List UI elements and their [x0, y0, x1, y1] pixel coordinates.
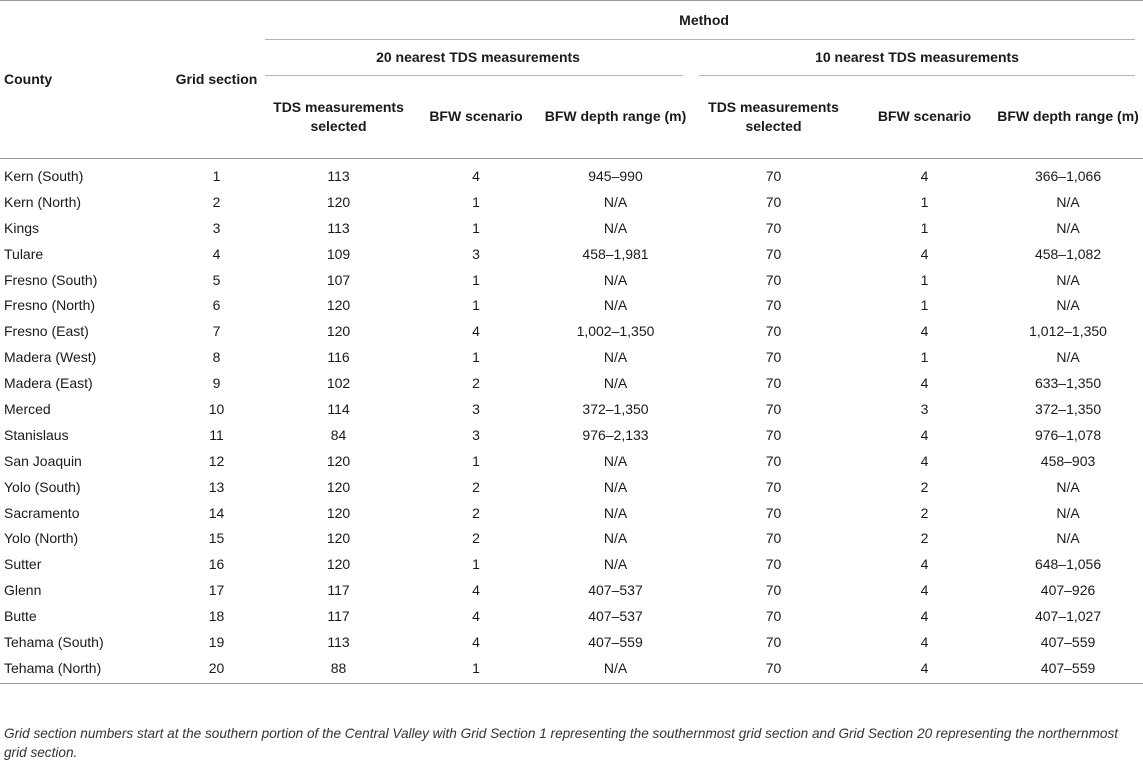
group-header-10-nearest [691, 39, 1143, 75]
county-cell: Tulare [4, 245, 44, 262]
tds-selected-10-cell: 70 [765, 530, 782, 547]
group-label-10-nearest: 10 nearest TDS measurements [815, 48, 1019, 65]
county-cell: Butte [4, 608, 37, 625]
bfw-scenario-20-cell: 4 [472, 323, 480, 340]
county-cell: Kings [4, 219, 40, 236]
bfw-scenario-10-cell: 4 [856, 655, 993, 683]
bfw-scenario-20-cell: 3 [472, 400, 480, 417]
bfw-scenario-10-cell: 1 [920, 271, 929, 288]
county-cell: Sacramento [4, 504, 80, 521]
bfw-depth-range-10-cell: 976–1,078 [1034, 426, 1102, 443]
tds-selected-20-cell: 102 [326, 375, 351, 392]
bfw-depth-range-20-cell: 945–990 [588, 167, 643, 184]
table-row [0, 241, 1143, 267]
county-cell: Glenn [4, 582, 42, 599]
county-cell: San Joaquin [4, 452, 82, 469]
tds-selected-10-cell: 70 [765, 245, 782, 262]
grid-section-cell: 11 [209, 426, 224, 443]
bfw-scenario-header-10: BFW scenario [856, 75, 993, 159]
grid-section-cell: 18 [208, 608, 225, 625]
grid-section-cell: 16 [208, 556, 225, 573]
bfw-depth-range-20-cell: N/A [540, 655, 691, 683]
tds-selected-20-cell: 113 [327, 219, 350, 236]
bfw-scenario-10-cell: 1 [920, 297, 929, 314]
tds-selected-10-cell: 70 [765, 556, 782, 573]
bfw-scenario-20-cell: 1 [472, 452, 480, 469]
grid-section-cell: 7 [212, 323, 221, 340]
table-row [0, 370, 1143, 396]
table-row [0, 629, 1143, 655]
bfw-depth-range-10-cell: N/A [1056, 478, 1080, 495]
tds-selected-20-cell: 113 [327, 167, 350, 184]
county-cell: Sutter [4, 556, 42, 573]
county-cell: Tehama (North) [0, 655, 168, 683]
bfw-scenario-10-cell: 1 [920, 219, 929, 236]
tds-selected-20-cell: 120 [326, 530, 351, 547]
tds-selected-20-cell: 120 [326, 556, 351, 573]
bfw-scenario-20-cell: 1 [472, 556, 480, 573]
bfw-scenario-20-cell: 2 [472, 504, 480, 521]
grid-section-cell: 12 [208, 452, 225, 469]
bfw-depth-range-20-cell: 407–537 [588, 608, 643, 625]
bfw-depth-range-10-cell: 458–903 [1040, 452, 1096, 469]
tds-selected-20-cell: 120 [326, 452, 351, 469]
bfw-depth-range-10-cell: 648–1,056 [1034, 556, 1102, 573]
bfw-depth-range-10-cell: 458–1,082 [1034, 245, 1102, 262]
bfw-depth-range-20-cell: 407–559 [588, 633, 643, 650]
tds-selected-10-cell: 70 [765, 504, 782, 521]
table-row [0, 448, 1143, 474]
tds-selected-20-cell: 88 [265, 655, 412, 683]
bfw-scenario-10-cell: 3 [920, 400, 929, 417]
bfw-scenario-20-cell: 1 [472, 219, 480, 236]
bfw-scenario-10-cell: 4 [920, 556, 929, 573]
bfw-depth-range-20-cell: 372–1,350 [582, 400, 649, 417]
tds-selected-20-cell: 120 [326, 193, 351, 210]
grid-section-cell: 17 [208, 582, 225, 599]
table-row [0, 344, 1143, 370]
grid-section-cell: 3 [212, 219, 221, 236]
tds-selected-20-cell: 120 [326, 323, 351, 340]
tds-selected-20-cell: 116 [327, 349, 350, 366]
bfw-depth-range-10-cell: N/A [1056, 349, 1080, 366]
table-row [0, 577, 1143, 603]
tds-selected-10-cell: 70 [765, 193, 782, 210]
bfw-depth-range-20-cell: 1,002–1,350 [576, 323, 655, 340]
county-cell: Merced [4, 400, 51, 417]
bfw-depth-range-20-cell: 976–2,133 [582, 426, 649, 443]
grid-section-cell: 1 [212, 167, 221, 184]
bfw-depth-range-10-cell: N/A [1056, 193, 1080, 210]
tds-selected-20-cell: 114 [327, 400, 350, 417]
table-row [0, 422, 1143, 448]
grid-section-cell: 19 [208, 633, 225, 650]
bfw-depth-range-10-cell: 1,012–1,350 [1029, 323, 1107, 340]
bfw-scenario-20-cell: 4 [472, 582, 480, 599]
table-row [0, 267, 1143, 293]
table-row [0, 551, 1143, 577]
bfw-depth-range-10-cell: 366–1,066 [1034, 167, 1102, 184]
group-divider-20-nearest [265, 75, 683, 76]
table-row [0, 603, 1143, 629]
bfw-scenario-10-cell: 4 [920, 608, 929, 625]
bfw-depth-range-10-cell: N/A [1056, 271, 1080, 288]
bfw-depth-range-20-cell: 458–1,981 [582, 245, 649, 262]
bfw-depth-range-10-cell: 407–559 [1040, 633, 1096, 650]
table-row [0, 215, 1143, 241]
bfw-depth-range-10-cell: 407–559 [993, 655, 1143, 683]
bfw-depth-range-10-cell: 407–926 [1040, 582, 1096, 599]
bfw-scenario-10-cell: 2 [920, 530, 929, 547]
tds-selected-10-cell: 70 [765, 478, 782, 495]
bfw-scenario-10-cell: 4 [920, 375, 929, 392]
bfw-scenario-20-cell: 2 [472, 530, 480, 547]
table-row [0, 655, 1143, 683]
bfw-depth-range-header-10: BFW depth range (m) [993, 75, 1143, 159]
bfw-scenario-20-cell: 1 [412, 655, 540, 683]
grid-section-cell: 13 [208, 478, 225, 495]
bfw-scenario-20-cell: 3 [472, 245, 480, 262]
bfw-depth-range-10-cell: 407–1,027 [1034, 608, 1102, 625]
county-cell: Fresno (East) [4, 323, 89, 340]
tds-measurements-header-20: TDS measurements selected [265, 75, 412, 159]
bfw-depth-range-20-cell: N/A [603, 556, 628, 573]
tds-selected-20-cell: 107 [326, 271, 351, 288]
tds-selected-10-cell: 70 [765, 297, 782, 314]
grid-section-cell: 5 [212, 271, 221, 288]
tds-measurements-header-10: TDS measurements selected [691, 75, 856, 159]
table-row [0, 525, 1143, 551]
tds-selected-10-cell: 70 [765, 349, 782, 366]
table-row [0, 396, 1143, 422]
method-header [265, 1, 1143, 40]
tds-selected-20-cell: 120 [326, 504, 351, 521]
county-cell: Fresno (South) [4, 271, 98, 288]
bfw-depth-range-20-cell: N/A [603, 530, 628, 547]
county-cell: Fresno (North) [4, 297, 96, 314]
bfw-depth-range-20-cell: N/A [603, 193, 628, 210]
bfw-depth-range-20-cell: N/A [603, 478, 628, 495]
bfw-depth-range-20-cell: N/A [603, 452, 628, 469]
tds-selected-20-cell: 113 [327, 633, 350, 650]
tds-selected-10-cell: 70 [765, 582, 782, 599]
bfw-scenario-10-cell: 4 [920, 245, 929, 262]
county-cell: Stanislaus [4, 426, 69, 443]
bfw-scenario-10-cell: 4 [920, 167, 929, 184]
bfw-scenario-20-cell: 3 [472, 426, 480, 443]
county-cell: Kern (South) [4, 167, 84, 184]
grid-section-cell: 4 [212, 245, 221, 262]
bfw-scenario-20-cell: 2 [472, 478, 480, 495]
table-row [0, 474, 1143, 500]
tds-selected-20-cell: 120 [326, 478, 351, 495]
table-footnote: Grid section numbers start at the southern portion of the Central Valley with Grid Section 1 representing the southernmost grid section and Grid Section 20 representing the northernmost grid section. [4, 725, 1119, 760]
bfw-scenario-10-cell: 4 [920, 323, 929, 340]
group-label-20-nearest: 20 nearest TDS measurements [376, 48, 580, 65]
bfw-scenario-20-cell: 4 [472, 608, 480, 625]
bfw-depth-range-20-cell: 407–537 [588, 582, 643, 599]
grid-section-cell: 14 [208, 504, 225, 521]
bfw-scenario-20-cell: 1 [472, 297, 480, 314]
group-divider-10-nearest [699, 75, 1135, 76]
table-row [0, 292, 1143, 318]
county-cell: Yolo (North) [4, 530, 79, 547]
bfw-scenario-header-20: BFW scenario [412, 75, 540, 159]
bfw-scenario-20-cell: 1 [472, 349, 480, 366]
bfw-depth-range-10-cell: N/A [1056, 504, 1080, 521]
table-row [0, 500, 1143, 526]
county-cell: Madera (East) [4, 375, 93, 392]
grid-section-cell: 10 [208, 400, 225, 417]
tds-selected-10-cell: 70 [691, 655, 856, 683]
grid-section-cell: 8 [212, 349, 221, 366]
bfw-depth-range-10-cell: N/A [1056, 297, 1080, 314]
bfw-scenario-10-cell: 4 [920, 426, 929, 443]
bfw-depth-range-20-cell: N/A [603, 297, 628, 314]
tds-selected-10-cell: 70 [765, 633, 782, 650]
county-cell: Tehama (South) [4, 633, 104, 650]
tds-selected-20-cell: 117 [327, 582, 350, 599]
bfw-depth-range-10-cell: N/A [1056, 530, 1080, 547]
bfw-depth-range-20-cell: N/A [603, 375, 628, 392]
group-header-20-nearest [265, 39, 691, 75]
grid-section-cell: 20 [168, 655, 265, 683]
bfw-scenario-10-cell: 2 [920, 504, 929, 521]
bfw-scenario-20-cell: 1 [472, 271, 480, 288]
bfw-depth-range-20-cell: N/A [603, 271, 628, 288]
tds-selected-10-cell: 70 [765, 219, 782, 236]
bfw-depth-range-10-cell: N/A [1056, 219, 1080, 236]
tds-selected-10-cell: 70 [765, 375, 782, 392]
tds-selected-20-cell: 84 [330, 426, 347, 443]
tds-selected-10-cell: 70 [765, 167, 782, 184]
tds-selected-20-cell: 117 [327, 608, 350, 625]
county-cell: Madera (West) [4, 349, 97, 366]
bfw-depth-range-10-cell: 372–1,350 [1034, 400, 1102, 417]
tds-selected-10-cell: 70 [765, 426, 782, 443]
tds-selected-10-cell: 70 [765, 271, 782, 288]
county-cell: Kern (North) [4, 193, 82, 210]
bfw-scenario-20-cell: 1 [472, 193, 480, 210]
grid-section-cell: 15 [208, 530, 225, 547]
bfw-scenario-20-cell: 4 [472, 167, 480, 184]
bfw-depth-range-20-cell: N/A [603, 504, 628, 521]
bfw-scenario-10-cell: 4 [920, 582, 929, 599]
grid-section-cell: 9 [212, 375, 221, 392]
tds-selected-20-cell: 109 [326, 245, 351, 262]
method-label: Method [679, 11, 729, 28]
bfw-depth-range-header-20: BFW depth range (m) [540, 75, 691, 159]
table-row [0, 318, 1143, 344]
bfw-scenario-20-cell: 4 [472, 633, 480, 650]
table-row [0, 189, 1143, 215]
bfw-scenario-10-cell: 2 [920, 478, 929, 495]
tds-selected-10-cell: 70 [765, 400, 782, 417]
bfw-depth-range-10-cell: 633–1,350 [1034, 375, 1102, 392]
tds-selected-10-cell: 70 [765, 323, 782, 340]
bfw-scenario-10-cell: 1 [920, 349, 929, 366]
grid-section-cell: 2 [212, 193, 221, 210]
bfw-depth-range-20-cell: N/A [603, 219, 628, 236]
tds-selected-20-cell: 120 [326, 297, 351, 314]
bfw-scenario-10-cell: 4 [920, 452, 929, 469]
bfw-depth-range-20-cell: N/A [603, 349, 628, 366]
county-cell: Yolo (South) [4, 478, 81, 495]
grid-section-column-header: Grid section [168, 1, 265, 159]
county-column-header: County [0, 1, 168, 159]
bfw-scenario-10-cell: 4 [920, 633, 929, 650]
grid-section-cell: 6 [212, 297, 221, 314]
table-header [0, 1, 1143, 159]
tds-selected-10-cell: 70 [765, 452, 782, 469]
table-body [0, 159, 1143, 684]
bfw-scenario-10-cell: 1 [920, 193, 929, 210]
bfw-scenario-20-cell: 2 [472, 375, 480, 392]
table-row [0, 159, 1143, 189]
tds-selected-10-cell: 70 [765, 608, 782, 625]
